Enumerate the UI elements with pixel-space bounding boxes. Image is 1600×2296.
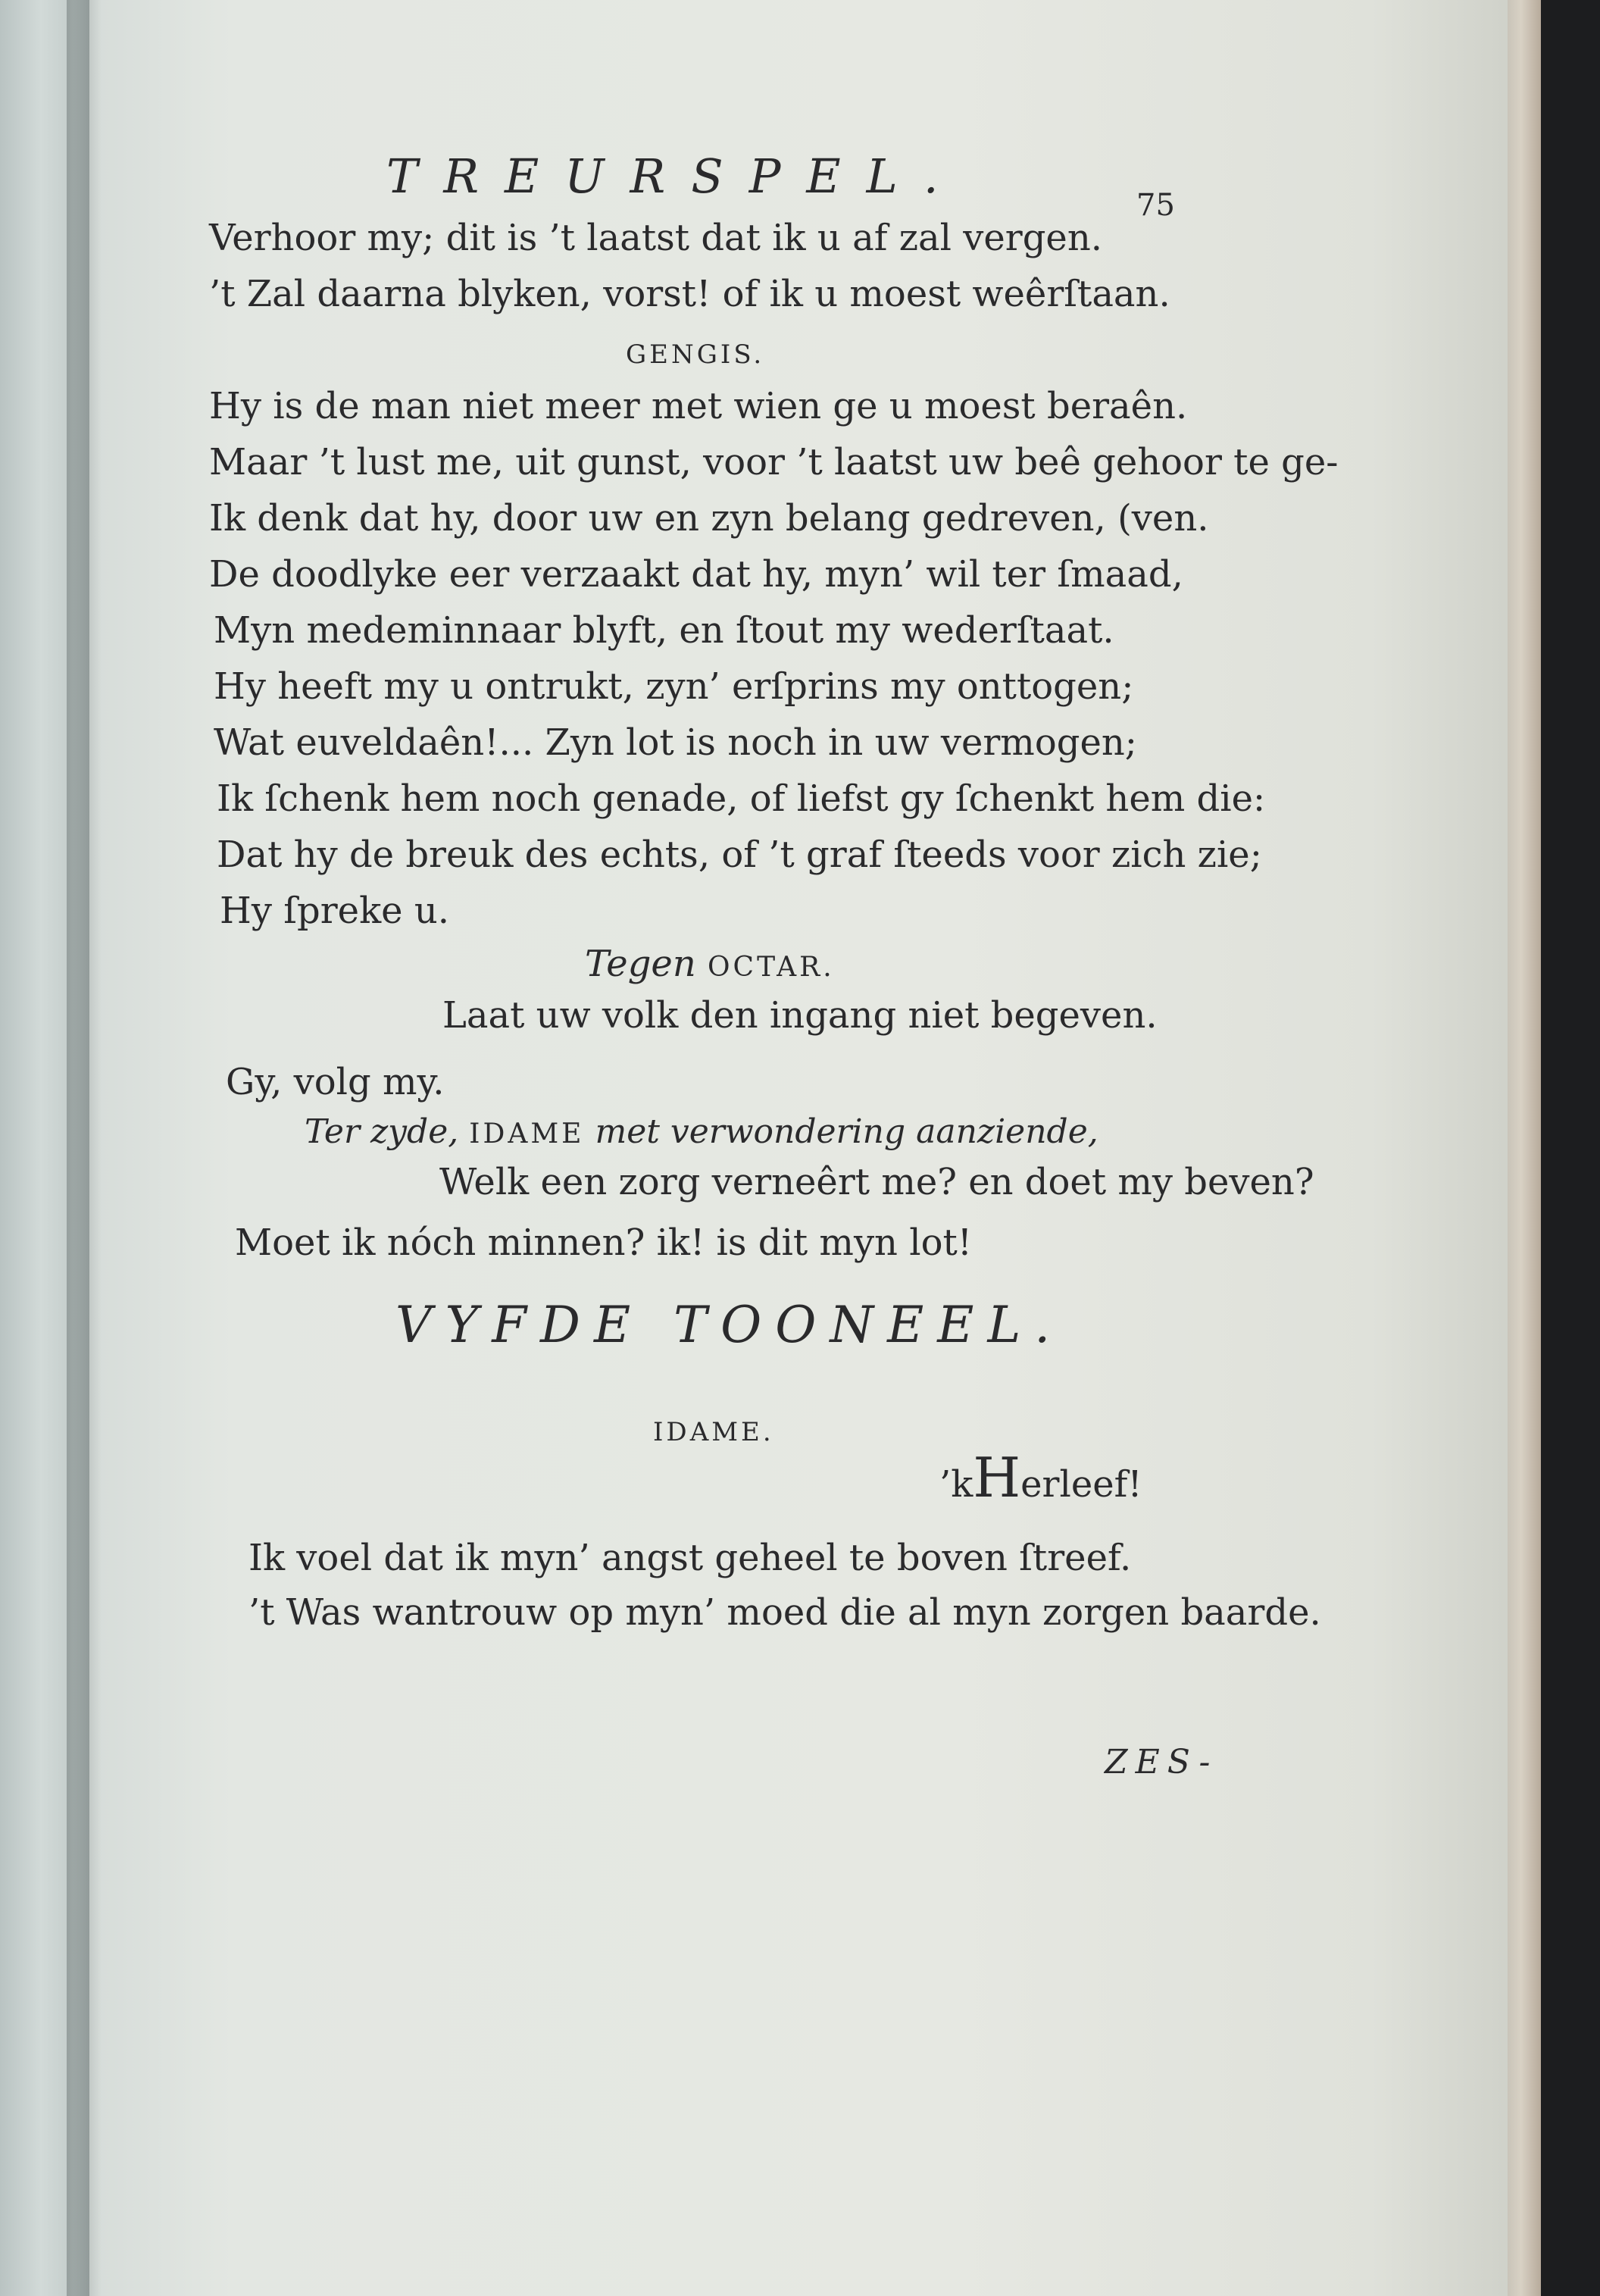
verse-line: De doodlyke eer verzaakt dat hy, myn’ wil ter ſmaad,: [209, 553, 1183, 596]
speaker-label: GENGIS.: [626, 339, 765, 370]
verse-line: Dat hy de breuk des echts, of ’t graf ſteeds voor zich zie;: [217, 834, 1262, 876]
stage-direction-text: Ter zyde,: [305, 1112, 459, 1151]
verse-line: Ik ſchenk hem noch genade, of liefst gy ſchenkt hem die:: [217, 777, 1266, 820]
stage-direction: [585, 941, 835, 990]
verse-line: Wat euveldaên!... Zyn lot is noch in uw vermogen;: [214, 721, 1137, 764]
decorative-initial: H: [973, 1446, 1021, 1509]
verse-line: Myn medeminnaar blyft, en ſtout my wederſtaat.: [214, 609, 1114, 652]
verse-line: Hy heeft my u ontrukt, zyn’ erſprins my onttogen;: [214, 665, 1134, 708]
stage-direction: [305, 1109, 1098, 1157]
verse-line: ’t Was wantrouw op myn’ moed die al myn zorgen baarde.: [248, 1591, 1321, 1634]
book-gutter: [67, 0, 102, 2296]
herleef-rest: erleef!: [1020, 1463, 1142, 1506]
running-header: TREURSPEL.: [386, 149, 964, 204]
verse-line: Hy is de man niet meer met wien ge u moest beraên.: [209, 385, 1188, 427]
page-stack-edge: [1508, 0, 1541, 2296]
page-number: 75: [1136, 188, 1175, 223]
catchword: ZES-: [1105, 1743, 1218, 1781]
verse-line: Hy ſpreke u.: [220, 890, 449, 932]
verse-line: Ik voel dat ik myn’ angst geheel te boven ſtreef.: [248, 1537, 1132, 1579]
verse-line: Maar ’t lust me, uit gunst, voor ’t laatst uw beê gehoor te ge-: [209, 441, 1339, 483]
herleef-prefix: ’k: [939, 1463, 973, 1506]
verse-line: ’t Zal daarna blyken, vorst! of ik u moest weêrſtaan.: [209, 273, 1170, 315]
stage-direction-name: IDAME: [469, 1118, 585, 1150]
scene-title: VYFDE TOONEEL.: [395, 1296, 1064, 1354]
verse-line: [939, 1446, 1142, 1509]
stage-direction-text: Tegen: [585, 943, 696, 985]
verse-line: Laat uw volk den ingang niet begeven.: [442, 994, 1158, 1037]
stage-direction-text: met verwondering aanziende,: [595, 1112, 1098, 1151]
verse-line: Welk een zorg verneêrt me? en doet my beven?: [439, 1161, 1314, 1203]
verse-line: Gy, volg my.: [226, 1061, 445, 1103]
stage-direction-name: OCTAR.: [708, 952, 835, 983]
speaker-label: IDAME.: [653, 1417, 774, 1447]
verse-line: Verhoor my; dit is ’t laatst dat ik u af zal vergen.: [209, 217, 1102, 259]
verse-line: Ik denk dat hy, door uw en zyn belang gedreven, (ven.: [209, 497, 1209, 540]
verse-line: Moet ik nóch minnen? ik! is dit myn lot!: [235, 1222, 973, 1264]
